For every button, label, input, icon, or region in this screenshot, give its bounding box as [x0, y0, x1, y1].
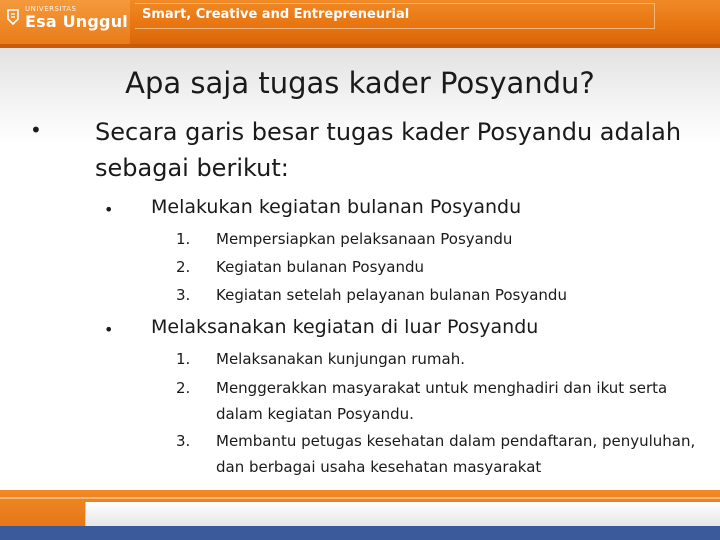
- university-logo: [0, 0, 130, 44]
- bullet-icon: •: [30, 118, 42, 142]
- list-number: 2.: [176, 258, 191, 276]
- list-item: Mempersiapkan pelaksanaan Posyandu: [216, 230, 513, 248]
- list-number: 2.: [176, 379, 191, 397]
- section-list: [0, 346, 720, 476]
- logo-text: Esa Unggul: [25, 12, 128, 31]
- section-heading: Melaksanakan kegiatan di luar Posyandu: [151, 316, 539, 338]
- list-item: Kegiatan setelah pelayanan bulanan Posyandu: [216, 286, 567, 304]
- intro-text: Secara garis besar tugas kader Posyandu adalah sebagai berikut:: [95, 118, 682, 182]
- list-number: 1.: [176, 230, 191, 248]
- section-heading: Melakukan kegiatan bulanan Posyandu: [151, 196, 522, 218]
- list-number: 3.: [176, 286, 191, 304]
- list-number: 3.: [176, 432, 191, 450]
- footer-divider: [0, 497, 720, 499]
- footer-bar: [85, 502, 720, 526]
- bullet-icon: •: [104, 200, 114, 219]
- list-item: Melaksanakan kunjungan rumah.: [216, 350, 465, 368]
- list-item: Menggerakkan masyarakat untuk menghadiri dan ikut serta dalam kegiatan Posyandu.: [216, 379, 668, 423]
- tagline: Smart, Creative and Entrepreneurial: [142, 7, 410, 22]
- slide-title: Apa saja tugas kader Posyandu?: [125, 66, 595, 100]
- footer-blue-strip: [0, 526, 720, 540]
- logo-emblem-icon: [6, 9, 20, 25]
- list-item: Kegiatan bulanan Posyandu: [216, 258, 425, 276]
- bullet-icon: •: [104, 320, 114, 339]
- header-band: [0, 0, 720, 44]
- list-item: Membantu petugas kesehatan dalam pendaftaran, penyuluhan, dan berbagai usaha kesehatan masyarakat: [216, 432, 696, 476]
- logo-small-text: UNIVERSITAS: [25, 5, 77, 13]
- section-list: [0, 226, 720, 306]
- list-number: 1.: [176, 350, 191, 368]
